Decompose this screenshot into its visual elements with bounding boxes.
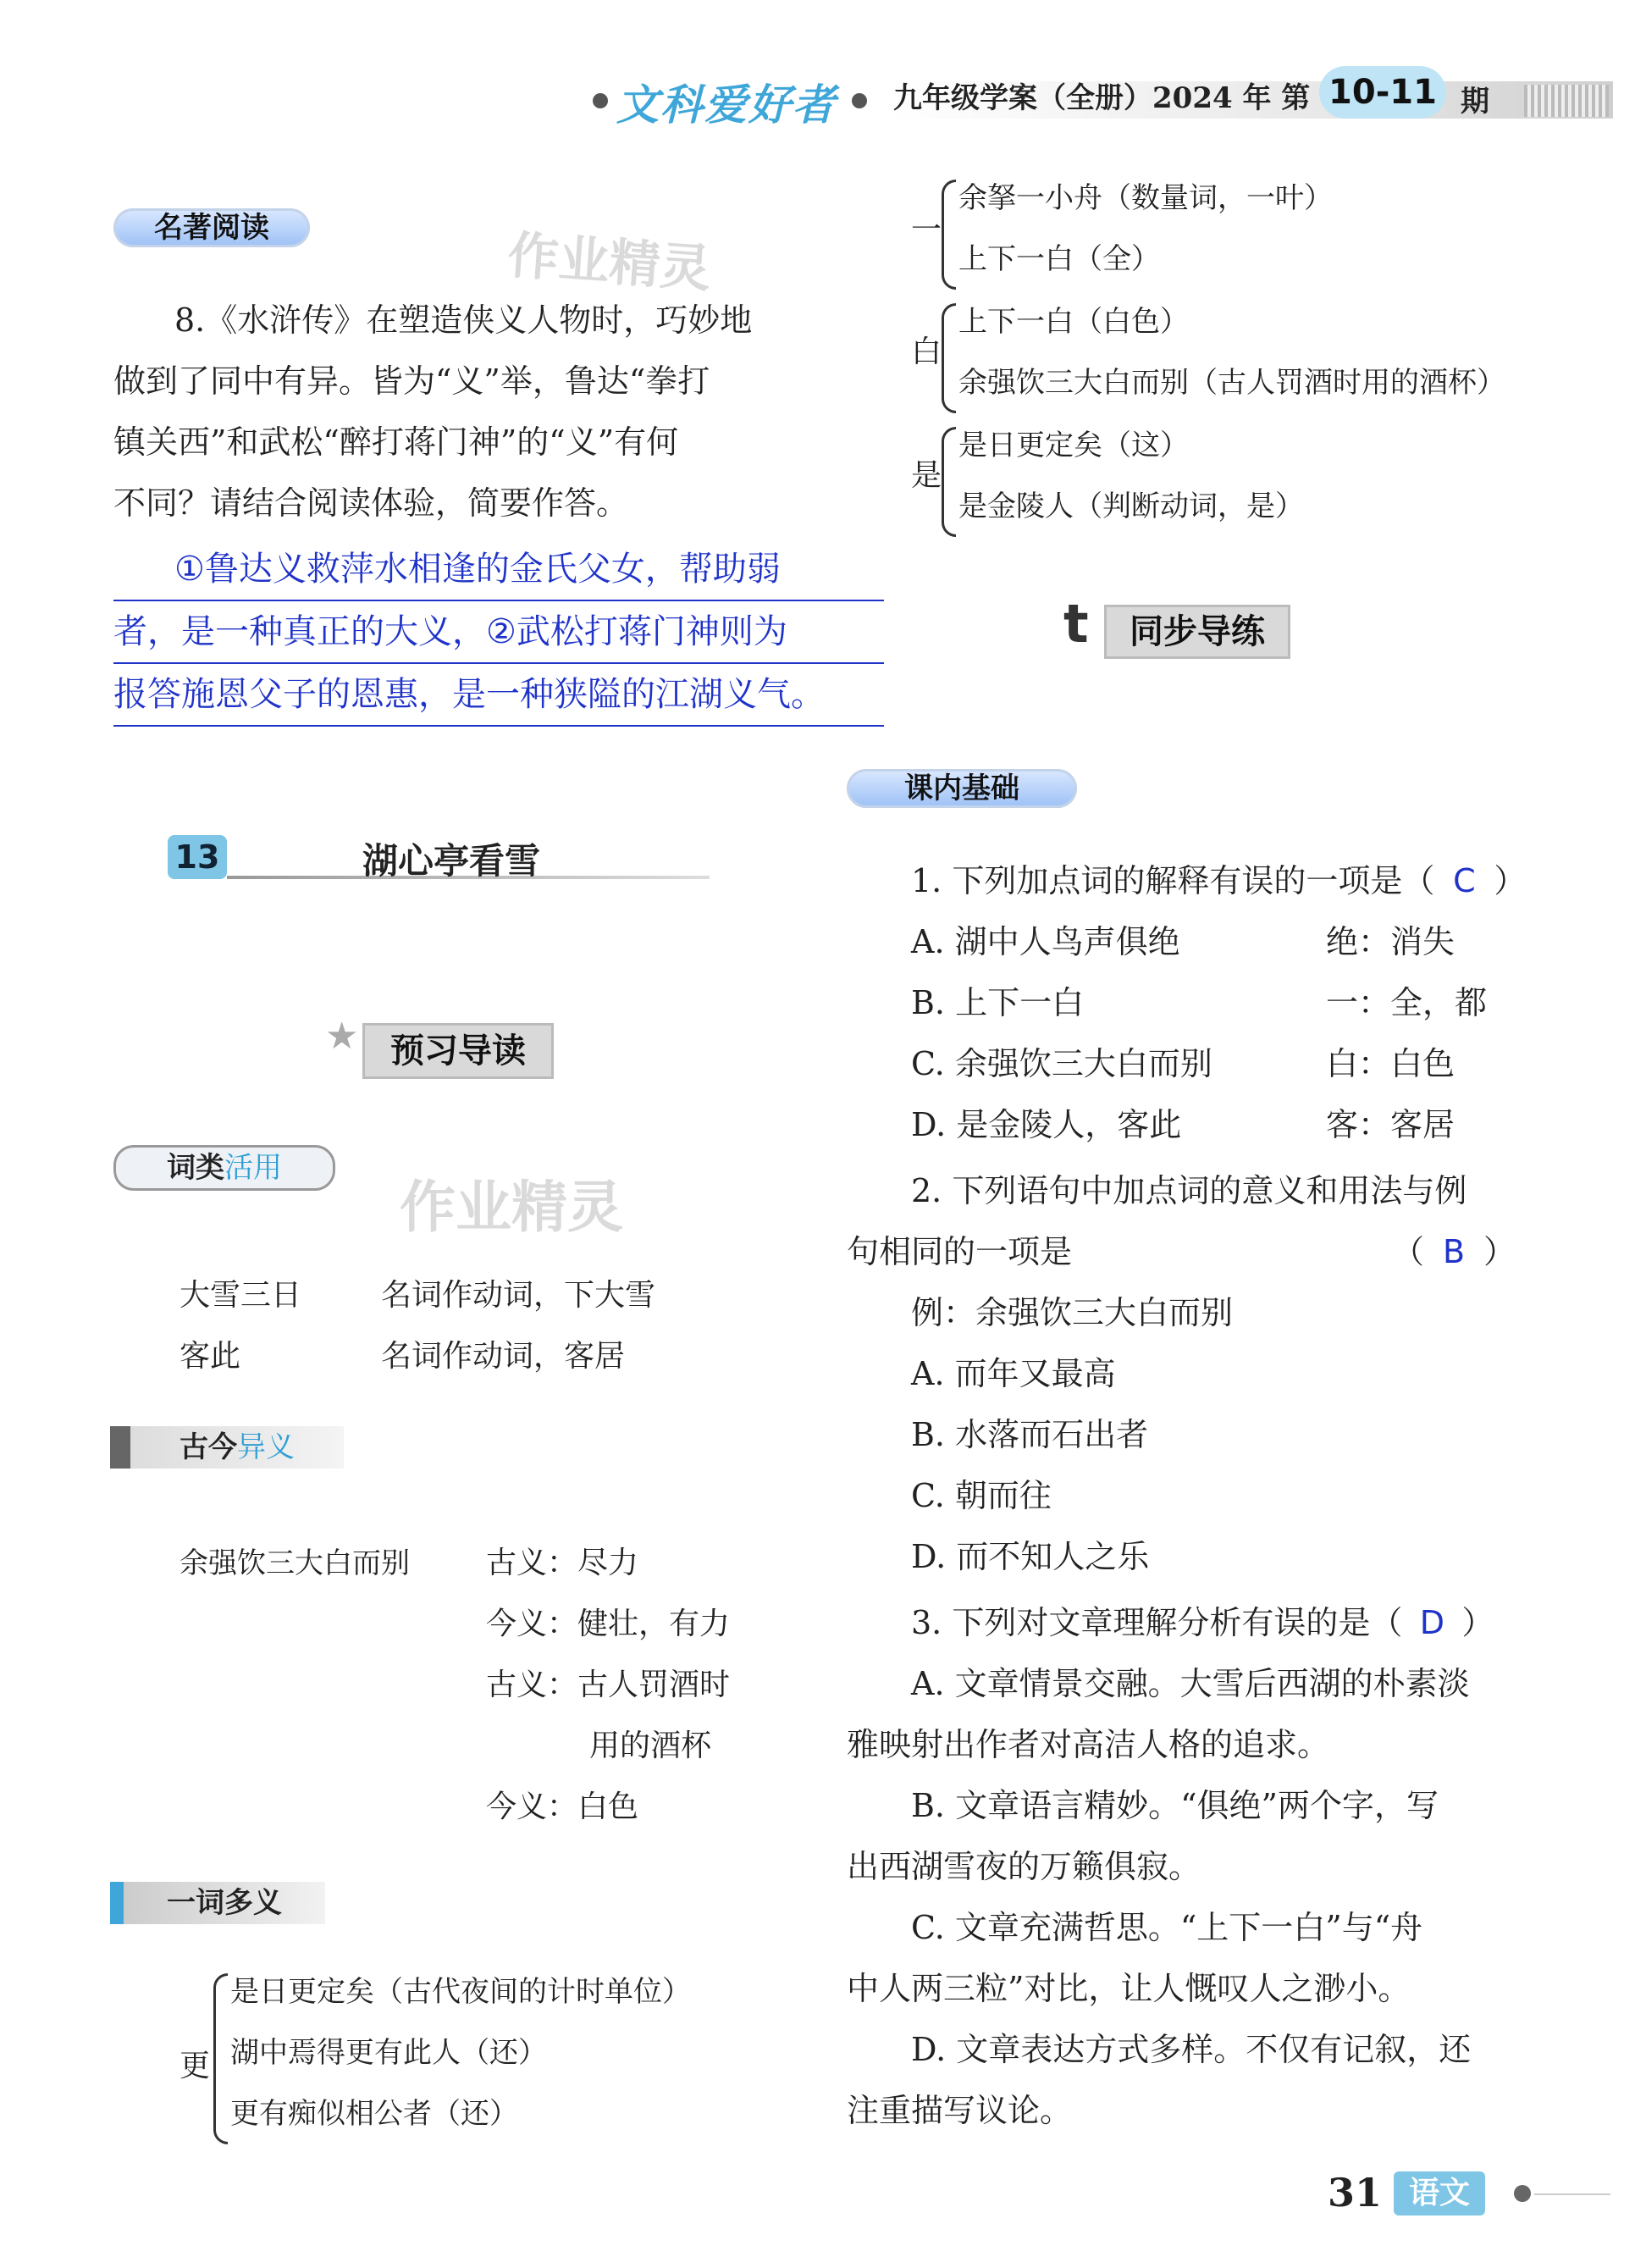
q1-option-text: A. 湖中人鸟声俱绝 (911, 923, 1180, 960)
q3-line: 中人两三粒”对比，让人慨叹人之渺小。 (847, 1970, 1411, 2007)
cilei-label-b: 活用 (224, 1151, 282, 1185)
q3-line: C. 文章充满哲思。“上下一白”与“舟 (911, 1909, 1423, 1946)
geng-char: 更 (180, 2049, 211, 2083)
cilei-list (180, 1265, 655, 1387)
section-label-sync: 同步导练 (1104, 605, 1290, 659)
yi-list (958, 168, 1333, 290)
q8-line: 不同？请结合阅读体验，简要作答。 (113, 484, 629, 522)
subject-label: 语文 (1394, 2171, 1485, 2215)
star-icon: ★ (325, 1015, 359, 1058)
gujin-item: 古义：尽力 (486, 1546, 639, 1580)
yi-char: 一 (911, 213, 942, 247)
footer-line (1534, 2193, 1610, 2195)
q1-option-text: D. 是金陵人，客此 (911, 1106, 1182, 1143)
q1-option-gloss: 一：全，都 (1326, 984, 1488, 1021)
geng-list (230, 1961, 691, 2144)
yi-brace (942, 180, 956, 290)
cilei-phrase: 客此 (180, 1339, 241, 1374)
bai-item: 余强饮三大白而别（古人罚酒时用的酒杯） (958, 366, 1505, 400)
q2-example: 例：余强饮三大白而别 (911, 1294, 1234, 1331)
q8-answer-line: ①鲁达义救萍水相逢的金氏父女，帮助弱 (113, 539, 884, 601)
watermark: 作业精灵 (505, 225, 713, 300)
shi-brace (942, 427, 956, 537)
q3-body (847, 1653, 1471, 2141)
brand-title: 文科爱好者 (616, 80, 837, 130)
gujin-item: 今义：健壮，有力 (486, 1607, 731, 1641)
q8-line: 8.《水浒传》在塑造侠义人物时，巧妙地 (174, 301, 753, 339)
q2-answer: B (1442, 1233, 1466, 1270)
watermark: 作业精灵 (400, 1175, 623, 1240)
q1-option-gloss: 客：客居 (1326, 1106, 1455, 1143)
footer-dot-icon (1514, 2185, 1531, 2202)
q2-close: ） (1483, 1233, 1516, 1270)
section-label-kenei: 课内基础 (847, 769, 1077, 808)
q2-option: C. 朝而往 (911, 1477, 1052, 1514)
bai-item: 上下一白（白色） (958, 305, 1189, 339)
gujin-item: 用的酒杯 (589, 1729, 712, 1763)
header-suffix: 期 (1461, 85, 1489, 119)
shi-item: 是日更定矣（这） (958, 429, 1189, 462)
cilei-meaning: 名词作动词，下大雪 (381, 1278, 656, 1313)
gujin-item: 古义：古人罚酒时 (486, 1668, 731, 1702)
q3-close: ） (1461, 1604, 1494, 1641)
gujin-label-b: 异义 (237, 1430, 295, 1464)
bai-list (958, 291, 1505, 413)
sync-t-icon: t (1063, 593, 1089, 655)
q1-option (911, 911, 1487, 972)
lesson-title: 湖心亭看雪 (362, 840, 541, 882)
q1-option (911, 1094, 1487, 1155)
q3-line: B. 文章语言精妙。“俱绝”两个字，写 (911, 1787, 1439, 1824)
yici-label-text: 一词多义 (167, 1886, 282, 1920)
q3-answer: D (1419, 1604, 1444, 1641)
q1-option-gloss: 绝：消失 (1326, 923, 1455, 960)
section-label-preview: 预习导读 (362, 1023, 554, 1079)
q1-option-text: C. 余强饮三大白而别 (911, 1045, 1212, 1082)
q8-answer (113, 539, 884, 727)
q2-option: B. 水落而石出者 (911, 1416, 1149, 1453)
q3-text: 3. 下列对文章理解分析有误的是（ (911, 1604, 1403, 1641)
lesson-number-badge: 13 (168, 835, 227, 879)
q3-line (911, 1592, 1494, 1653)
q8-line: 做到了同中有异。皆为“义”举，鲁达“拳打 (113, 362, 710, 400)
q8-line: 镇关西”和武松“醉打蒋门神”的“义”有何 (113, 423, 679, 461)
bai-char: 白 (911, 335, 942, 369)
q1-option-gloss: 白：白色 (1326, 1045, 1455, 1082)
yi-item: 上下一白（全） (958, 242, 1160, 276)
q3-line: 雅映射出作者对高洁人格的追求。 (847, 1726, 1330, 1763)
page-number: 31 (1328, 2170, 1383, 2215)
shi-item: 是金陵人（判断动词，是） (958, 490, 1304, 523)
q2-answer-group (1392, 1221, 1516, 1282)
bai-brace (942, 303, 956, 413)
q3-line: D. 文章表达方式多样。不仅有记叙，还 (911, 2031, 1472, 2068)
q1-option (911, 972, 1487, 1033)
cilei-row (180, 1265, 655, 1326)
q2-option: D. 而不知人之乐 (911, 1538, 1150, 1575)
header-info: 九年级学案（全册）2024 年 第 (893, 81, 1311, 115)
q1-line (911, 850, 1526, 911)
cilei-meaning: 名词作动词，客居 (381, 1339, 626, 1374)
q1-option-text: B. 上下一白 (911, 984, 1085, 1021)
q1-option (911, 1033, 1487, 1094)
issue-number: 10-11 (1319, 66, 1446, 119)
gujin-label-a: 古今 (180, 1430, 237, 1464)
gujin-list (486, 1533, 730, 1838)
cilei-phrase: 大雪三日 (180, 1278, 302, 1313)
header-stripes (1524, 85, 1609, 117)
q1-answer: C (1453, 862, 1476, 899)
q8-text (113, 290, 752, 534)
q3-line: 注重描写议论。 (847, 2092, 1073, 2129)
q3-line: A. 文章情景交融。大雪后西湖的朴素淡 (911, 1665, 1470, 1702)
q2-option: A. 而年又最高 (911, 1355, 1116, 1392)
gujin-phrase: 余强饮三大白而别 (180, 1546, 410, 1580)
gujin-item: 今义：白色 (486, 1790, 639, 1824)
section-label-mingzhu: 名著阅读 (113, 208, 310, 247)
q3-line: 出西湖雪夜的万籁俱寂。 (847, 1848, 1201, 1885)
q1-text: 1. 下列加点词的解释有误的一项是（ (911, 862, 1435, 899)
geng-item: 更有痴似相公者（还） (230, 2097, 518, 2131)
q8-answer-line: 报答施恩父子的恩惠，是一种狭隘的江湖义气。 (113, 664, 884, 727)
header-mid-dot-icon (852, 93, 867, 108)
q2-line1: 2. 下列语句中加点词的意义和用法与例 (911, 1172, 1467, 1209)
q2-text: 句相同的一项是 (847, 1233, 1073, 1270)
shi-list (958, 415, 1304, 537)
cilei-row (180, 1326, 655, 1387)
header-left-dot-icon (593, 93, 608, 108)
cilei-label-a: 词类 (167, 1151, 224, 1185)
yici-label (110, 1882, 325, 1924)
q2-line2 (847, 1221, 1516, 1282)
geng-brace (213, 1973, 228, 2144)
q1-close: ） (1494, 862, 1527, 899)
cilei-label (113, 1145, 335, 1191)
gujin-label (110, 1426, 344, 1469)
q2-options (911, 1343, 1149, 1587)
shi-char: 是 (911, 458, 942, 493)
geng-item: 湖中焉得更有此人（还） (230, 2036, 547, 2070)
yi-item: 余拏一小舟（数量词，一叶） (958, 181, 1333, 215)
q1-options (911, 911, 1487, 1155)
q2-open: （ (1391, 1233, 1424, 1270)
geng-item: 是日更定矣（古代夜间的计时单位） (230, 1975, 691, 2009)
q8-answer-line: 者，是一种真正的大义，②武松打蒋门神则为 (113, 601, 884, 664)
